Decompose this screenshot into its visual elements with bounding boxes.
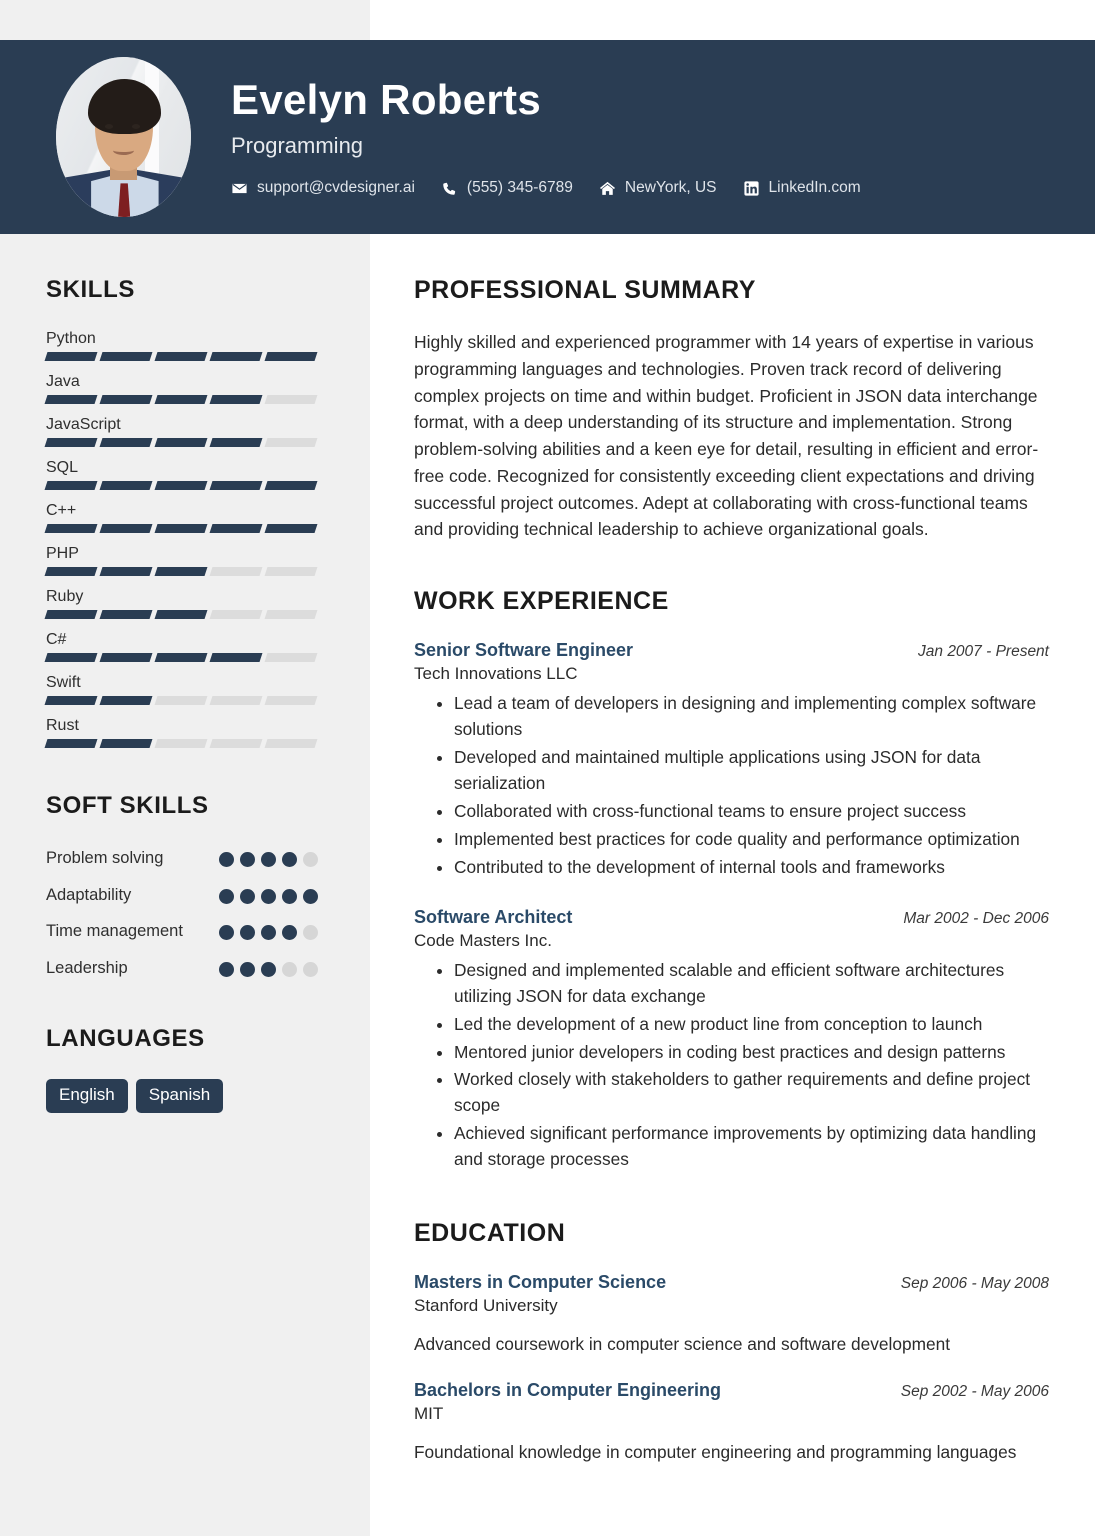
skill-label: Python: [46, 330, 96, 347]
skill-bar-segment: [155, 395, 208, 404]
skill-bar: [46, 696, 316, 705]
contact-email[interactable]: [231, 179, 415, 197]
skill-bar-segment: [210, 481, 263, 490]
header-text: [231, 77, 861, 197]
soft-skill-dot: [240, 925, 255, 940]
skill-bar-segment: [265, 653, 318, 662]
skill-bar-segment: [45, 395, 98, 404]
skill-label: C#: [46, 631, 67, 648]
skill-bar-segment: [45, 696, 98, 705]
skill-bar-segment: [45, 524, 98, 533]
skill-row: [46, 674, 320, 705]
soft-skill-dot: [219, 889, 234, 904]
skill-bar-segment: [45, 653, 98, 662]
education-heading: EDUCATION: [414, 1219, 566, 1248]
skill-bar-segment: [265, 567, 318, 576]
skill-bar-segment: [265, 395, 318, 404]
contact-phone-label: (555) 345-6789: [466, 179, 573, 197]
education-description: Foundational knowledge in computer engineering and programming languages: [414, 1442, 1017, 1463]
skill-bar-segment: [45, 438, 98, 447]
skill-bar: [46, 395, 316, 404]
work-company: Tech Innovations LLC: [414, 664, 578, 684]
skill-bar-segment: [100, 524, 153, 533]
education-school: Stanford University: [414, 1296, 558, 1316]
education-entry-header: [414, 1272, 1049, 1293]
resume-header: [0, 40, 1095, 234]
envelope-icon: [231, 180, 248, 197]
linkedin-icon: [743, 180, 760, 197]
skill-row: [46, 502, 320, 533]
skill-row: [46, 373, 320, 404]
skill-bar-segment: [45, 567, 98, 576]
work-bullet: • Collaborated with cross-functional teams to ensure project success: [454, 799, 1049, 825]
skill-label: Ruby: [46, 588, 84, 605]
work-title: Software Architect: [414, 906, 573, 927]
contact-phone[interactable]: [441, 179, 573, 197]
education-list: [414, 1272, 1049, 1466]
skill-bar-segment: [210, 610, 263, 619]
skill-bar-segment: [210, 567, 263, 576]
skill-bar-segment: [265, 696, 318, 705]
skill-bar-segment: [265, 739, 318, 748]
skill-bar-segment: [155, 696, 208, 705]
soft-skill-rating: [219, 956, 318, 977]
skill-row: [46, 416, 320, 447]
work-date: Mar 2002 - Dec 2006: [903, 909, 1049, 927]
skill-bar-segment: [100, 739, 153, 748]
skill-label: JavaScript: [46, 416, 121, 433]
contact-email-label: support@cvdesigner.ai: [257, 179, 415, 197]
soft-skill-dot: [240, 852, 255, 867]
languages-heading: LANGUAGES: [46, 1025, 205, 1053]
skill-bar: [46, 481, 316, 490]
soft-skill-dot: [303, 889, 318, 904]
work-title: Senior Software Engineer: [414, 640, 634, 661]
skill-bar-segment: [265, 481, 318, 490]
soft-skill-label: Problem solving: [46, 849, 164, 867]
skill-bar-segment: [210, 395, 263, 404]
skill-label: PHP: [46, 545, 79, 562]
skill-bar-segment: [210, 524, 263, 533]
skill-row: [46, 631, 320, 662]
skill-row: [46, 717, 320, 748]
soft-skill-dot: [303, 962, 318, 977]
skill-bar-segment: [155, 653, 208, 662]
soft-skill-dot: [261, 852, 276, 867]
contact-location-label: NewYork, US: [624, 179, 717, 197]
skill-bar-segment: [155, 739, 208, 748]
soft-skill-dot: [240, 889, 255, 904]
soft-skill-row: [46, 883, 318, 909]
soft-skill-label: Time management: [46, 922, 183, 941]
skill-bar-segment: [210, 696, 263, 705]
skill-bar-segment: [210, 438, 263, 447]
skill-bar-segment: [265, 438, 318, 447]
soft-skill-dot: [303, 852, 318, 867]
education-degree: Bachelors in Computer Engineering: [414, 1380, 722, 1401]
soft-skill-dot: [219, 962, 234, 977]
skill-bar-segment: [210, 352, 263, 361]
soft-skill-dot: [282, 962, 297, 977]
work-bullets: [438, 691, 1049, 881]
page-title: Evelyn Roberts: [231, 75, 541, 123]
skill-label: C++: [46, 502, 77, 519]
skill-bar-segment: [265, 352, 318, 361]
skill-bar: [46, 438, 316, 447]
skill-row: [46, 459, 320, 490]
contact-location[interactable]: [599, 179, 717, 197]
skill-bar-segment: [210, 653, 263, 662]
skill-bar: [46, 610, 316, 619]
skill-bar-segment: [155, 481, 208, 490]
main-column: [370, 234, 1095, 1488]
soft-skill-dot: [303, 925, 318, 940]
skill-bar-segment: [265, 524, 318, 533]
skill-row: [46, 545, 320, 576]
work-entry: [414, 907, 1049, 1174]
skill-bar: [46, 524, 316, 533]
soft-skill-dot: [261, 925, 276, 940]
education-school: MIT: [414, 1404, 444, 1424]
soft-skill-rating: [219, 883, 318, 904]
skills-heading: SKILLS: [46, 276, 135, 303]
work-bullets: [438, 958, 1049, 1174]
skill-bar-segment: [210, 739, 263, 748]
skill-label: Rust: [46, 717, 79, 734]
soft-skill-row: [46, 919, 318, 945]
work-experience-list: [414, 640, 1049, 1173]
education-degree: Masters in Computer Science: [414, 1272, 667, 1293]
soft-skill-dot: [261, 889, 276, 904]
summary-heading: PROFESSIONAL SUMMARY: [414, 276, 756, 304]
soft-skill-rating: [219, 846, 318, 867]
skill-row: [46, 330, 320, 361]
work-bullet: • Implemented best practices for code quality and performance optimization: [454, 827, 1049, 853]
work-entry-header: [414, 640, 1049, 661]
skill-bar: [46, 653, 316, 662]
soft-skill-label: Adaptability: [46, 885, 132, 904]
skill-bar-segment: [100, 481, 153, 490]
avatar: [56, 57, 191, 217]
work-bullet: • Led the development of a new product line from conception to launch: [454, 1012, 1049, 1038]
skill-label: Swift: [46, 674, 81, 691]
skill-bar-segment: [155, 438, 208, 447]
skill-bar-segment: [100, 352, 153, 361]
skill-label: SQL: [46, 459, 79, 476]
skill-bar-segment: [45, 352, 98, 361]
skill-bar-segment: [45, 481, 98, 490]
skill-bar-segment: [155, 567, 208, 576]
work-bullet: • Contributed to the development of internal tools and frameworks: [454, 855, 1049, 881]
soft-skill-dot: [261, 962, 276, 977]
soft-skill-row: [46, 846, 318, 872]
skill-bar-segment: [45, 610, 98, 619]
skills-list: [46, 330, 320, 748]
soft-skill-dot: [240, 962, 255, 977]
soft-skill-rating: [219, 919, 318, 940]
work-bullet: • Worked closely with stakeholders to gather requirements and define project scope: [454, 1067, 1049, 1119]
language-tag: English: [46, 1079, 128, 1113]
soft-skill-dot: [282, 925, 297, 940]
education-entry-header: [414, 1380, 1049, 1401]
skill-bar: [46, 739, 316, 748]
soft-skills-heading: SOFT SKILLS: [46, 792, 209, 819]
work-company: Code Masters Inc.: [414, 930, 552, 950]
languages-list: [46, 1079, 320, 1113]
soft-skill-dot: [282, 889, 297, 904]
resume-content: [0, 234, 1095, 1488]
header-subtitle: Programming: [231, 133, 364, 159]
work-experience-heading: WORK EXPERIENCE: [414, 587, 669, 616]
home-icon: [599, 180, 616, 197]
contact-linkedin-label: LinkedIn.com: [768, 179, 861, 197]
education-description: Advanced coursework in computer science and software development: [414, 1334, 951, 1355]
soft-skill-dot: [219, 925, 234, 940]
soft-skill-label: Leadership: [46, 958, 128, 977]
work-bullet: • Developed and maintained multiple applications using JSON for data serialization: [454, 745, 1049, 797]
education-date: Sep 2006 - May 2008: [900, 1275, 1049, 1293]
work-entry: [414, 640, 1049, 881]
education-entry: [414, 1272, 1049, 1358]
skill-bar-segment: [100, 395, 153, 404]
skill-bar-segment: [100, 438, 153, 447]
skill-bar: [46, 352, 316, 361]
skill-row: [46, 588, 320, 619]
skill-bar: [46, 567, 316, 576]
education-entry: [414, 1380, 1049, 1466]
skill-bar-segment: [100, 567, 153, 576]
contact-linkedin[interactable]: [743, 179, 861, 197]
skill-bar-segment: [100, 653, 153, 662]
work-date: Jan 2007 - Present: [918, 643, 1049, 661]
contact-row: [231, 179, 861, 197]
soft-skill-row: [46, 956, 318, 982]
sidebar-column: [0, 234, 370, 1113]
summary-text: Highly skilled and experienced programmer with 14 years of expertise in various programming languages and technologies. Proven track record of delivering complex projects on time and within budget. Proficient in JSON data interchange format, with a deep understanding of its structure and implementation. Strong problem-solving abilities and a keen eye for detail, resulting in efficient and error-free code. Recognized for consistently exceeding client expectations and driving successful project outcomes. Adept at collaborating with cross-functional teams and providing technical leadership to achieve organizational goals.: [414, 332, 1039, 540]
language-tag: Spanish: [136, 1079, 223, 1113]
soft-skill-dot: [219, 852, 234, 867]
skill-bar-segment: [155, 524, 208, 533]
work-bullet: • Mentored junior developers in coding best practices and design patterns: [454, 1040, 1049, 1066]
skill-bar-segment: [155, 352, 208, 361]
work-bullet: • Designed and implemented scalable and efficient software architectures utilizing JSON for data exchange: [454, 958, 1049, 1010]
soft-skill-dot: [282, 852, 297, 867]
skill-bar-segment: [100, 610, 153, 619]
work-bullet: • Lead a team of developers in designing and implementing complex software solutions: [454, 691, 1049, 743]
work-bullet: • Achieved significant performance improvements by optimizing data handling and storage processes: [454, 1121, 1049, 1173]
skill-bar-segment: [100, 696, 153, 705]
skill-bar-segment: [265, 610, 318, 619]
work-entry-header: [414, 907, 1049, 928]
soft-skills-list: [46, 846, 320, 981]
phone-icon: [441, 180, 458, 197]
skill-bar-segment: [45, 739, 98, 748]
education-date: Sep 2002 - May 2006: [900, 1383, 1049, 1401]
skill-label: Java: [46, 373, 80, 390]
skill-bar-segment: [155, 610, 208, 619]
